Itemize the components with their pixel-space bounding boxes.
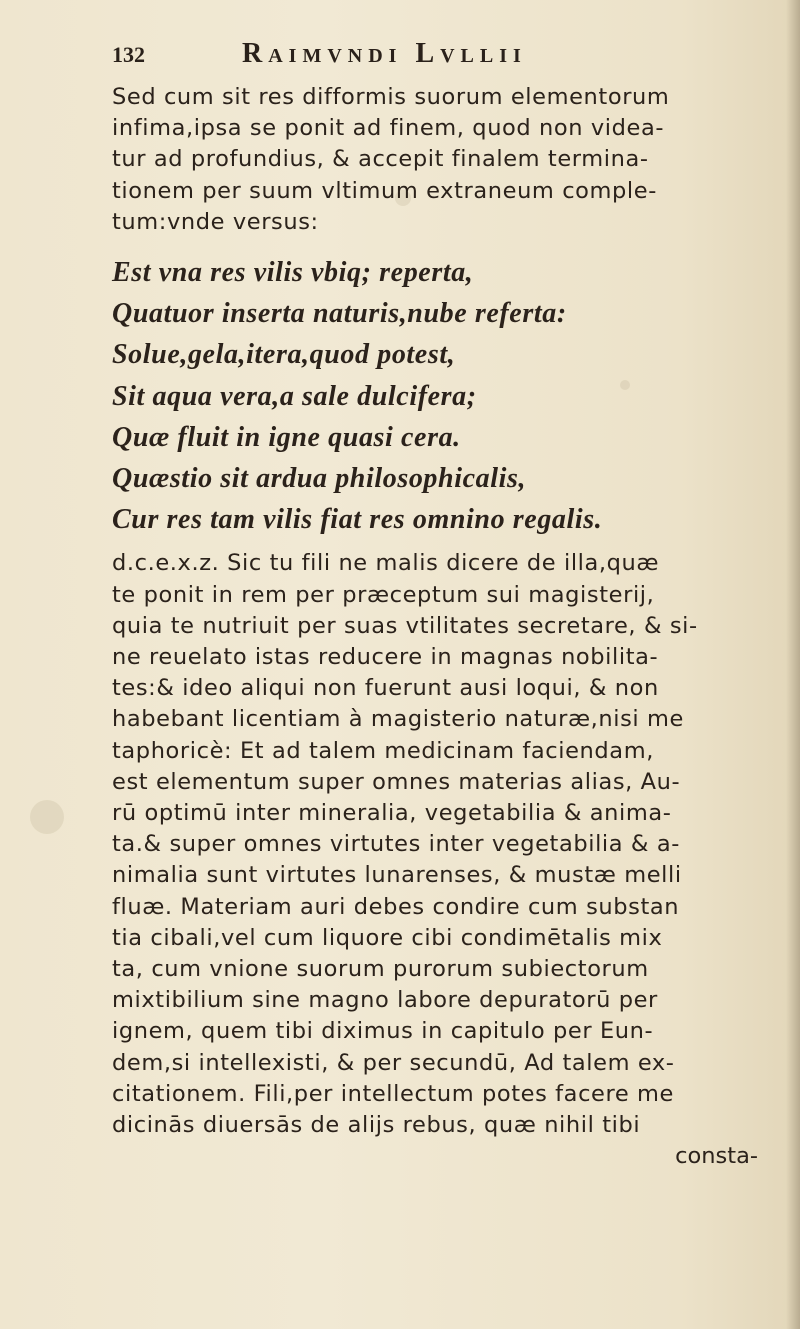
- verse-line: Quatuor inserta naturis,nube referta:: [112, 298, 567, 330]
- text-line: tes:& ideo aliqui non fuerunt ausi loqui, & non: [112, 675, 659, 702]
- text-line: d.c.e.x.z. Sic tu fili ne malis dicere de illa,quæ: [112, 550, 660, 577]
- verse-line: Cur res tam vilis fiat res omnino regalis.: [112, 504, 603, 536]
- verse-line: Solue,gela,itera,quod potest,: [112, 339, 456, 371]
- text-line: tia cibali,vel cum liquore cibi condimētalis mix: [112, 924, 663, 951]
- text-line: est elementum super omnes materias alias, Au-: [112, 768, 681, 795]
- page-header: [112, 38, 772, 82]
- verse-line: Sit aqua vera,a sale dulcifera;: [112, 380, 477, 412]
- text-line: fluæ. Materiam auri debes condire cum substan: [112, 893, 680, 920]
- text-line: quia te nutriuit per suas vtilitates secretare, & si-: [112, 612, 698, 639]
- intro-paragraph: [112, 82, 772, 238]
- paper-stain: [30, 800, 64, 834]
- verse-line: Quæ fluit in igne quasi cera.: [112, 421, 461, 453]
- running-head: Raimvndi Lvllii: [242, 38, 527, 69]
- page-content: [112, 38, 772, 1173]
- text-line: ta.& super omnes virtutes inter vegetabilia & a-: [112, 831, 680, 858]
- text-line: mixtibilium sine magno labore depuratorū per: [112, 987, 658, 1014]
- text-line: ignem, quem tibi diximus in capitulo per Eun-: [112, 1018, 654, 1045]
- text-line: citationem. Fili,per intellectum potes facere me: [112, 1080, 674, 1107]
- verse-line: Est vna res vilis vbiq; reperta,: [112, 257, 474, 289]
- catchword: consta-: [675, 1143, 758, 1170]
- page-edge-shadow: [786, 0, 800, 1329]
- text-line: habebant licentiam à magisterio naturæ,nisi me: [112, 706, 684, 733]
- verse-line: Quæstio sit ardua philosophicalis,: [112, 463, 527, 495]
- text-line: ta, cum vnione suorum purorum subiectorum: [112, 956, 649, 983]
- text-line: te ponit in rem per præceptum sui magisterij,: [112, 581, 655, 608]
- text-line: tur ad profundius, & accepit finalem termina-: [112, 146, 649, 173]
- page-number: 132: [112, 42, 145, 67]
- text-line: tum:vnde versus:: [112, 208, 319, 235]
- text-line: ne reuelato istas reducere in magnas nobilita-: [112, 644, 659, 671]
- text-line: tionem per suum vltimum extraneum comple-: [112, 177, 657, 204]
- text-line: Sed cum sit res difformis suorum elementorum: [112, 84, 670, 110]
- text-line: dem,si intellexisti, & per secundū, Ad talem ex-: [112, 1049, 675, 1076]
- verse-block: [112, 252, 772, 540]
- text-line: nimalia sunt virtutes lunarenses, & mustæ melli: [112, 862, 682, 889]
- text-line: dicinās diuersās de alijs rebus, quæ nihil tibi: [112, 1112, 641, 1139]
- text-line: infima,ipsa se ponit ad finem, quod non videa-: [112, 115, 665, 142]
- text-line: taphoricè: Et ad talem medicinam faciendam,: [112, 737, 654, 764]
- text-line: rū optimū inter mineralia, vegetabilia & anima-: [112, 800, 672, 827]
- body-paragraph: [112, 548, 772, 1141]
